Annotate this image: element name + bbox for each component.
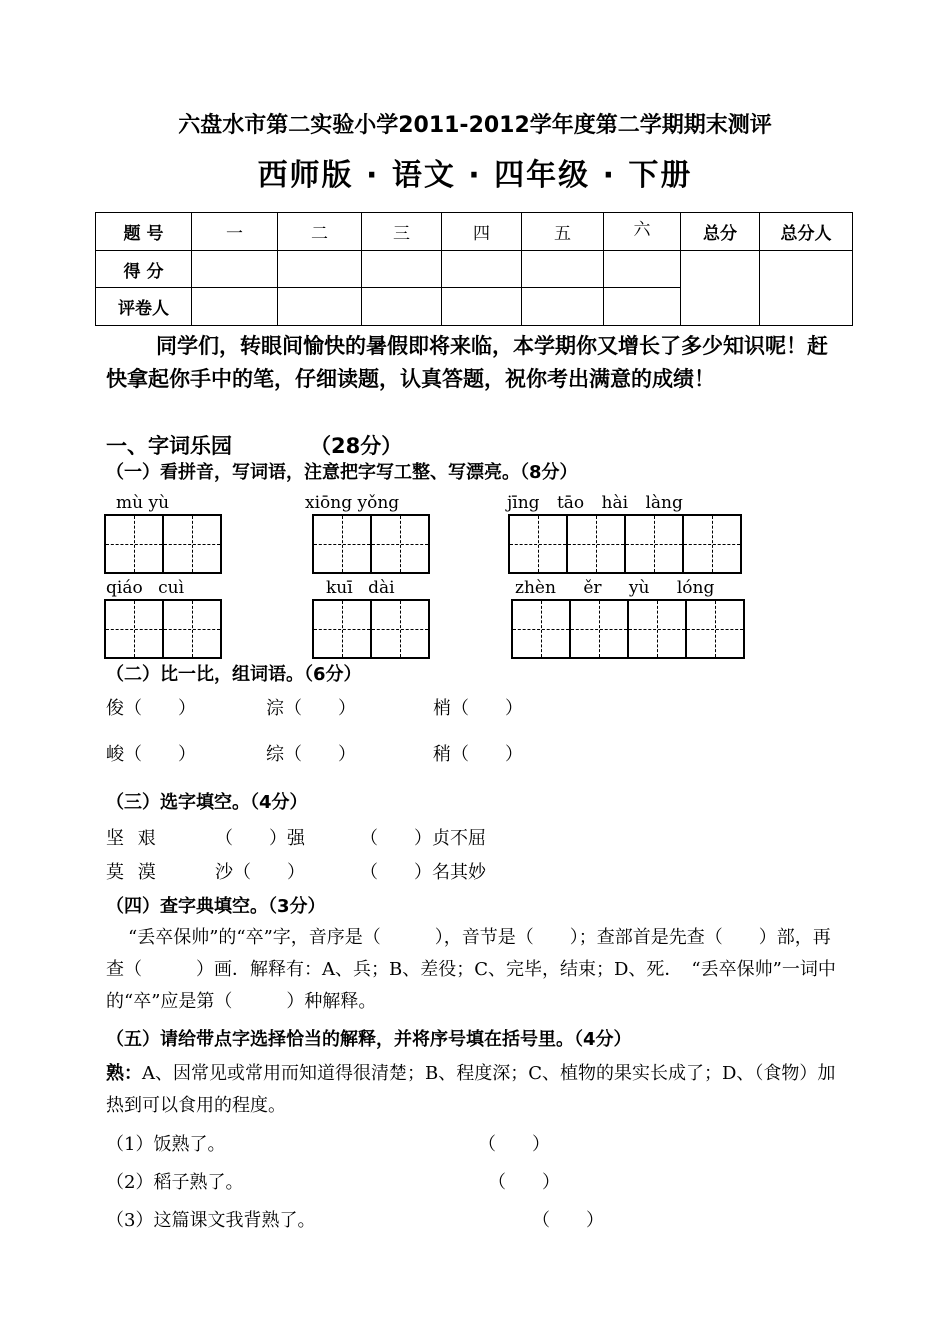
grid-cell[interactable]	[626, 516, 684, 572]
answer-blank[interactable]: （ ）	[532, 1210, 604, 1231]
answer-blank[interactable]: （ ）	[488, 1172, 560, 1193]
pinyin-label: zhèn ěr yù lóng	[515, 578, 715, 598]
exam-subtitle: 西师版 · 语文 · 四年级 · 下册	[257, 158, 693, 193]
grid-cell[interactable]	[372, 516, 430, 572]
writing-grid[interactable]	[508, 514, 742, 574]
score-cell[interactable]	[192, 251, 278, 288]
question-item: （2）稻子熟了。	[106, 1172, 244, 1193]
answer-blank[interactable]: （ ）	[478, 1134, 550, 1155]
col-header-total: 总分	[681, 213, 760, 251]
part4-title: （四）查字典填空。（3分）	[106, 896, 326, 917]
target-word: 熟：	[106, 1063, 142, 1084]
col-header: 六	[604, 213, 681, 251]
pinyin-label: jīng tāo hài làng	[507, 493, 683, 513]
pinyin-label: xiōng yǒng	[305, 493, 400, 513]
grader-cell[interactable]	[192, 288, 278, 326]
compare-item: 峻（ ）	[106, 744, 196, 765]
compare-item: 综（ ）	[266, 744, 356, 765]
col-header-total-grader: 总分人	[760, 213, 853, 251]
score-table	[95, 212, 853, 326]
writing-grid[interactable]	[312, 599, 430, 659]
col-header: 一	[192, 213, 278, 251]
pinyin-label: qiáo cuì	[106, 578, 184, 598]
grid-cell[interactable]	[314, 601, 372, 657]
definition-text: A、因常见或常用而知道得很清楚；B、程度深；C、植物的果实长成了；D、（食物）加热到可以食用的程度。	[106, 1063, 836, 1116]
definition-paragraph	[106, 1058, 848, 1122]
row-label-grader: 评卷人	[96, 288, 192, 326]
fill-item: （ ）强	[215, 828, 305, 849]
part5-title: （五）请给带点字选择恰当的解释，并将序号填在括号里。（4分）	[106, 1029, 632, 1050]
question-item: （3）这篇课文我背熟了。	[106, 1210, 316, 1231]
part1-title: （一）看拼音，写词语，注意把字写工整、写漂亮。（8分）	[106, 462, 578, 483]
score-cell[interactable]	[522, 251, 604, 288]
grader-cell[interactable]	[278, 288, 362, 326]
score-cell[interactable]	[604, 251, 681, 288]
pinyin-label: kuī dài	[326, 578, 395, 598]
compare-item: 梢（ ）	[433, 698, 523, 719]
score-cell[interactable]	[442, 251, 522, 288]
fill-item: 沙（ ）	[215, 862, 305, 883]
score-cell[interactable]	[362, 251, 442, 288]
grid-cell[interactable]	[629, 601, 687, 657]
total-grader-cell[interactable]	[760, 251, 853, 326]
score-cell[interactable]	[278, 251, 362, 288]
grader-cell[interactable]	[442, 288, 522, 326]
grader-cell[interactable]	[604, 288, 681, 326]
writing-grid[interactable]	[104, 514, 222, 574]
col-header: 三	[362, 213, 442, 251]
fill-item: （ ）名其妙	[360, 862, 486, 883]
compare-item: 稍（ ）	[433, 744, 523, 765]
dictionary-question: “丢卒保帅”的“卒”字，音序是（ ），音节是（ ）；查部首是先查（ ）部，再查（ ）画．解释有：A、兵；B、差役；C、完毕，结束；D、死． “丢卒保帅”一词中的“卒”应是第（ ）种解释。	[106, 927, 836, 1012]
writing-grid[interactable]	[104, 599, 222, 659]
part3-title: （三）选字填空。（4分）	[106, 792, 308, 813]
grid-cell[interactable]	[106, 601, 164, 657]
grid-cell[interactable]	[164, 601, 222, 657]
grid-cell[interactable]	[684, 516, 742, 572]
row-label-number: 题 号	[96, 213, 192, 251]
word-choice: 莫 漠	[106, 862, 160, 883]
fill-item: （ ）贞不屈	[360, 828, 486, 849]
col-header: 二	[278, 213, 362, 251]
row-label-score: 得 分	[96, 251, 192, 288]
section1-score: （28分）	[310, 434, 403, 458]
part2-title: （二）比一比，组词语。（6分）	[106, 664, 362, 685]
compare-item: 淙（ ）	[266, 698, 356, 719]
grid-cell[interactable]	[372, 601, 430, 657]
compare-item: 俊（ ）	[106, 698, 196, 719]
grid-cell[interactable]	[568, 516, 626, 572]
word-choice: 坚 艰	[106, 828, 160, 849]
exam-title: 六盘水市第二实验小学2011-2012学年度第二学期期末测评	[178, 113, 772, 138]
col-header: 五	[522, 213, 604, 251]
writing-grid[interactable]	[511, 599, 745, 659]
writing-grid[interactable]	[312, 514, 430, 574]
intro-paragraph: 同学们，转眼间愉快的暑假即将来临，本学期你又增长了多少知识呢！赶快拿起你手中的笔，仔细读题，认真答题，祝你考出满意的成绩！	[106, 334, 828, 391]
grid-cell[interactable]	[513, 601, 571, 657]
grid-cell[interactable]	[510, 516, 568, 572]
total-score-cell[interactable]	[681, 251, 760, 326]
pinyin-label: mù yù	[116, 493, 170, 513]
grid-cell[interactable]	[164, 516, 222, 572]
question-item: （1）饭熟了。	[106, 1134, 226, 1155]
grid-cell[interactable]	[314, 516, 372, 572]
grid-cell[interactable]	[571, 601, 629, 657]
section1-title: 一、字词乐园	[106, 434, 232, 458]
grader-cell[interactable]	[522, 288, 604, 326]
grid-cell[interactable]	[106, 516, 164, 572]
grader-cell[interactable]	[362, 288, 442, 326]
grid-cell[interactable]	[687, 601, 745, 657]
col-header: 四	[442, 213, 522, 251]
